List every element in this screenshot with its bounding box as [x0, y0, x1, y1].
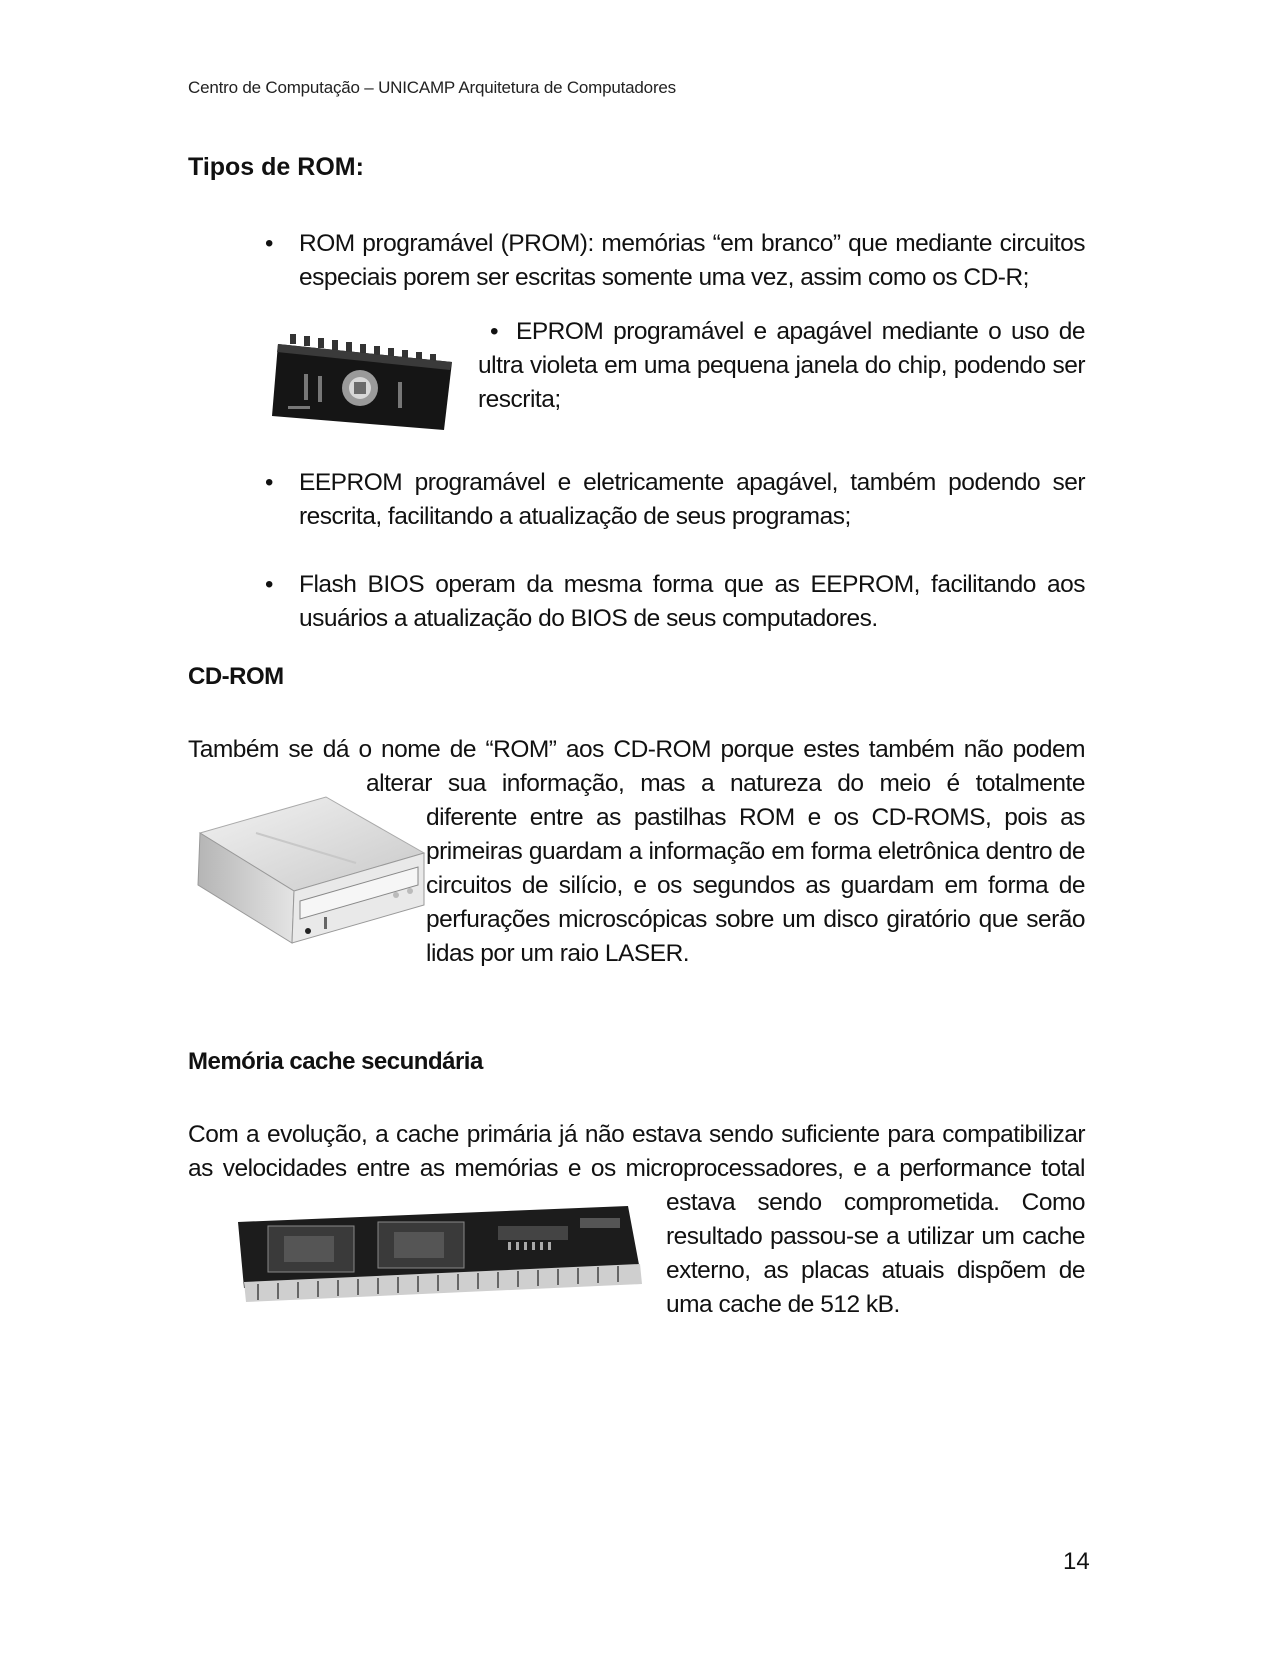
section-title-cdrom: CD-ROM — [188, 663, 284, 690]
cache-paragraph — [188, 1118, 1085, 1326]
bullet-glyph: • — [265, 571, 274, 598]
eprom-chip-icon — [268, 330, 458, 435]
cdrom-paragraph-text: Também se dá o nome de “ROM” aos CD-ROM porque estes também não podem alterar sua informação, mas a natureza do meio é totalmente diferente entre as pastilhas ROM e os CD-ROMS, pois as primeiras guardam a informação em forma eletrônica dentro de circuitos de silício, e os segundos as guardam em forma de perfurações microscópicas sobre um disco giratório que serão lidas por um raio LASER. — [188, 736, 1085, 967]
cdrom-paragraph — [188, 733, 1085, 971]
bullet-glyph: • — [265, 469, 274, 496]
section-title-rom-types: Tipos de ROM: — [188, 153, 364, 181]
list-item-eprom — [478, 315, 1085, 417]
list-item-text: EPROM programável e apagável mediante o uso de ultra violeta em uma pequena janela do chip, podendo ser rescrita; — [478, 318, 1085, 413]
running-header: Centro de Computação – UNICAMP Arquitetura de Computadores — [188, 78, 676, 97]
list-item-text: EEPROM programável e eletricamente apagável, também podendo ser rescrita, facilitando a atualização de seus programas; — [299, 469, 1085, 530]
list-item-text: ROM programável (PROM): memórias “em branco” que mediante circuitos especiais porem ser escritas somente uma vez, assim como os CD-R; — [299, 230, 1085, 291]
list-item-text: Flash BIOS operam da mesma forma que as EEPROM, facilitando aos usuários a atualização do BIOS de seus computadores. — [299, 571, 1085, 632]
eprom-chip-image — [268, 330, 458, 435]
section-title-secondary-cache: Memória cache secundária — [188, 1048, 483, 1075]
cache-paragraph-text: Com a evolução, a cache primária já não estava sendo suficiente para compatibilizar as velocidades entre as memórias e os microprocessadores, e a performance total estava sendo comprometida. Como resultado passou-se a utilizar um cache externo, as placas atuais dispõem de uma cache de 512 kB. — [188, 1121, 1085, 1318]
page-number: 14 — [1063, 1548, 1090, 1575]
bullet-glyph: • — [490, 318, 499, 345]
bullet-glyph: • — [265, 230, 274, 257]
cache-module-image — [188, 1186, 666, 1326]
cdrom-drive-image — [188, 801, 426, 971]
cache-module-icon — [208, 1192, 648, 1312]
cdrom-drive-icon — [196, 793, 426, 953]
